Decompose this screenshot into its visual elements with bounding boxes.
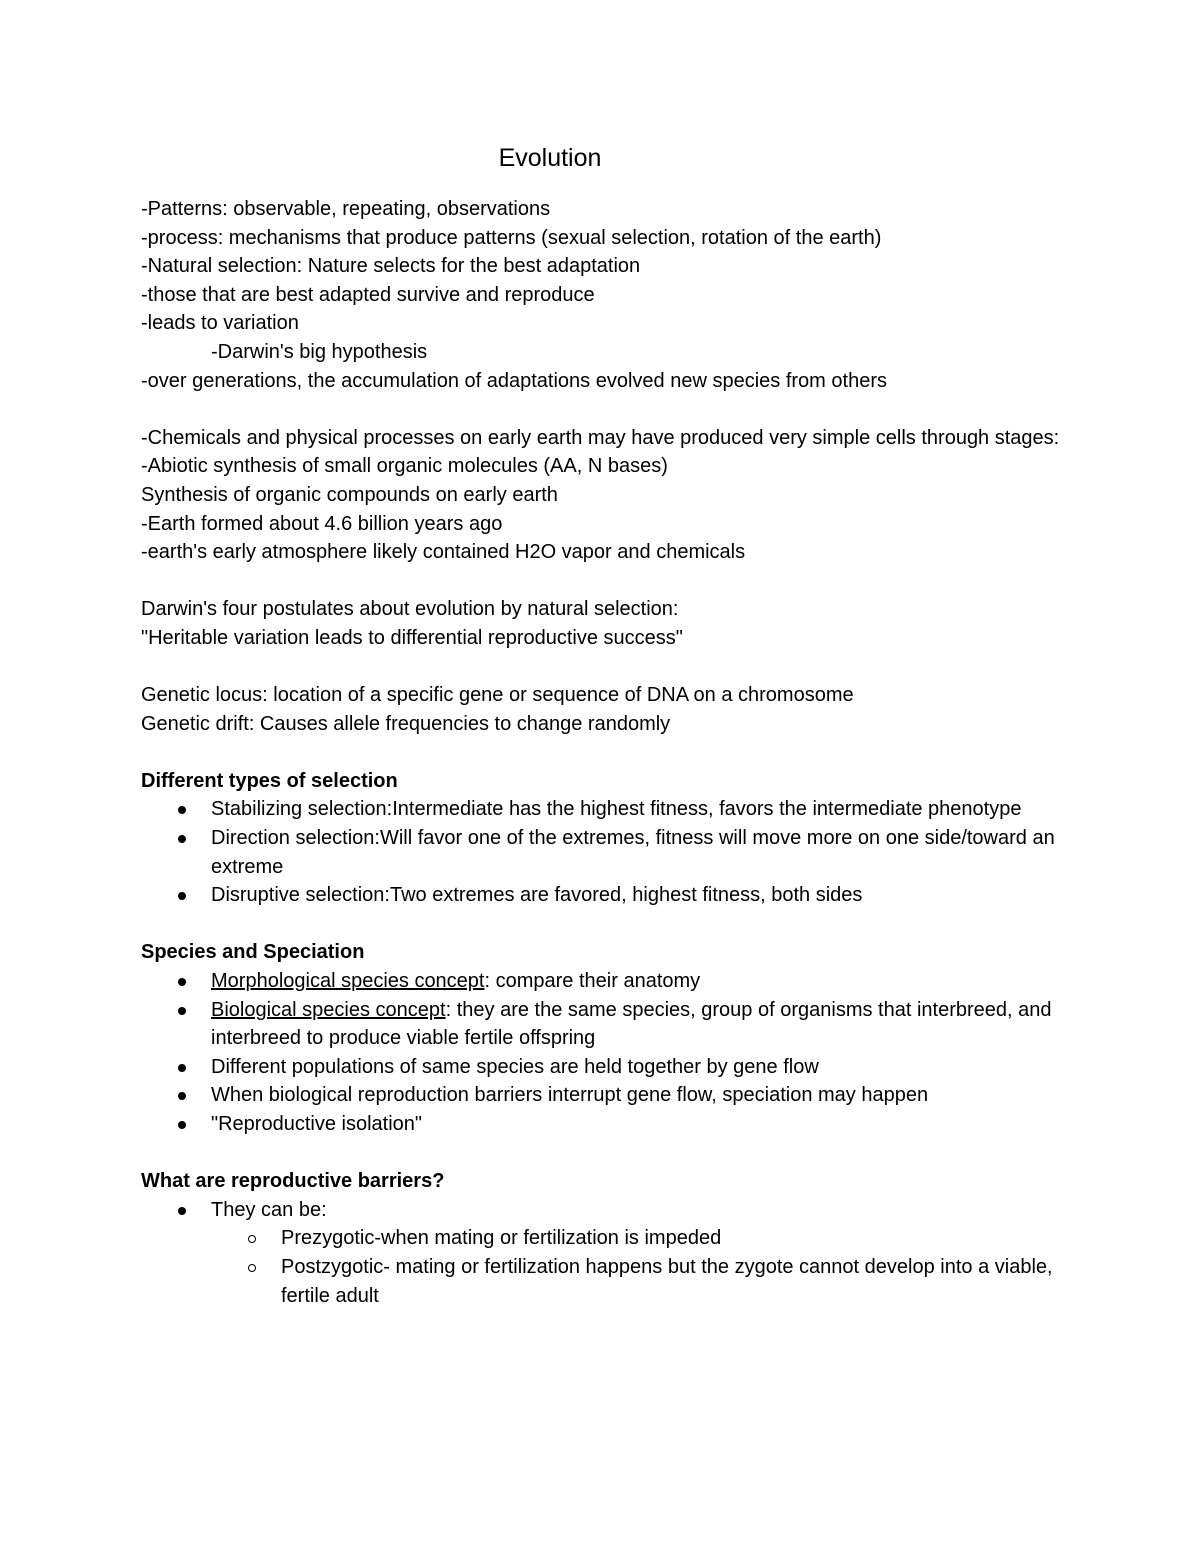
text-line: -Earth formed about 4.6 billion years ago: [141, 512, 503, 535]
list-item: [141, 795, 1071, 824]
text-line: -Chemicals and physical processes on early earth may have produced very simple cells through stages:: [141, 426, 1060, 449]
list-item-text: Disruptive selection:Two extremes are favored, highest fitness, both sides: [211, 884, 863, 907]
morphological-term: Morphological species concept: [211, 970, 485, 993]
text-line: -those that are best adapted survive and reproduce: [141, 283, 595, 306]
list-item: [141, 824, 1071, 881]
blank-line: [141, 567, 1071, 596]
selection-list: [141, 795, 1071, 909]
list-item-text: : they are the same species, group of organisms that interbreed, and interbreed to produce viable fertile offspring: [211, 998, 1052, 1050]
text-line: -earth's early atmosphere likely contained H2O vapor and chemicals: [141, 541, 746, 564]
species-list: [141, 967, 1071, 1139]
sub-list-item: [211, 1253, 1071, 1310]
text-line: -Abiotic synthesis of small organic molecules (AA, N bases): [141, 455, 668, 478]
bullet-icon: [178, 1092, 186, 1100]
indented-text-line: -Darwin's big hypothesis: [211, 340, 428, 363]
bullet-icon: [178, 1064, 186, 1072]
sub-list-item: [211, 1224, 1071, 1253]
text-line: Synthesis of organic compounds on early earth: [141, 483, 558, 506]
list-item-text: : compare their anatomy: [484, 970, 701, 993]
list-item: [141, 1081, 1071, 1110]
page-title: Evolution: [498, 144, 602, 172]
section-heading-selection: Different types of selection: [141, 769, 398, 792]
text-line: -Natural selection: Nature selects for the best adaptation: [141, 255, 641, 278]
bullet-icon: [178, 1121, 186, 1129]
blank-line: [141, 738, 1071, 767]
list-item-text: When biological reproduction barriers interrupt gene flow, speciation may happen: [211, 1084, 929, 1107]
text-line: -Patterns: observable, repeating, observations: [141, 198, 551, 220]
document-page: [141, 140, 1071, 1310]
list-item-text: Stabilizing selection:Intermediate has the highest fitness, favors the intermediate phenotype: [211, 798, 1022, 821]
bullet-icon: [178, 892, 186, 900]
list-item: [141, 1110, 1071, 1139]
bullet-icon: [178, 978, 186, 986]
sub-list-item-text: Postzygotic- mating or fertilization happens but the zygote cannot develop into a viable, fertile adult: [281, 1255, 1053, 1307]
sub-list-item-text: Prezygotic-when mating or fertilization is impeded: [281, 1227, 722, 1250]
blank-line: [141, 653, 1071, 682]
list-item: [141, 1196, 1071, 1310]
blank-line: [141, 395, 1071, 424]
list-item: [141, 881, 1071, 910]
list-item: [141, 1053, 1071, 1082]
text-line: -over generations, the accumulation of adaptations evolved new species from others: [141, 369, 887, 392]
list-item: [141, 967, 1071, 996]
bullet-icon: [178, 1207, 186, 1215]
text-line: Darwin's four postulates about evolution by natural selection:: [141, 598, 679, 621]
bullet-icon: [178, 1007, 186, 1015]
text-line: -process: mechanisms that produce patterns (sexual selection, rotation of the earth): [141, 226, 882, 249]
biological-term: Biological species concept: [211, 998, 446, 1021]
list-item-text: They can be:: [211, 1198, 327, 1221]
section-heading-species: Species and Speciation: [141, 941, 365, 964]
text-line: Genetic locus: location of a specific gene or sequence of DNA on a chromosome: [141, 684, 854, 707]
text-line: "Heritable variation leads to differential reproductive success": [141, 626, 683, 649]
list-item-text: "Reproductive isolation": [211, 1113, 422, 1135]
section-heading-barriers: What are reproductive barriers?: [141, 1170, 445, 1193]
barriers-sublist: [211, 1224, 1071, 1310]
hollow-bullet-icon: [248, 1264, 256, 1272]
text-line: -leads to variation: [141, 312, 299, 335]
list-item: [141, 996, 1071, 1053]
list-item-text: Different populations of same species are held together by gene flow: [211, 1055, 819, 1078]
blank-line: [141, 910, 1071, 939]
hollow-bullet-icon: [248, 1235, 256, 1243]
barriers-list: [141, 1196, 1071, 1310]
bullet-icon: [178, 806, 186, 814]
bullet-icon: [178, 835, 186, 843]
list-item-text: Direction selection:Will favor one of the extremes, fitness will move more on one side/toward an extreme: [211, 827, 1055, 878]
text-line: Genetic drift: Causes allele frequencies to change randomly: [141, 712, 671, 735]
blank-line: [141, 1139, 1071, 1168]
